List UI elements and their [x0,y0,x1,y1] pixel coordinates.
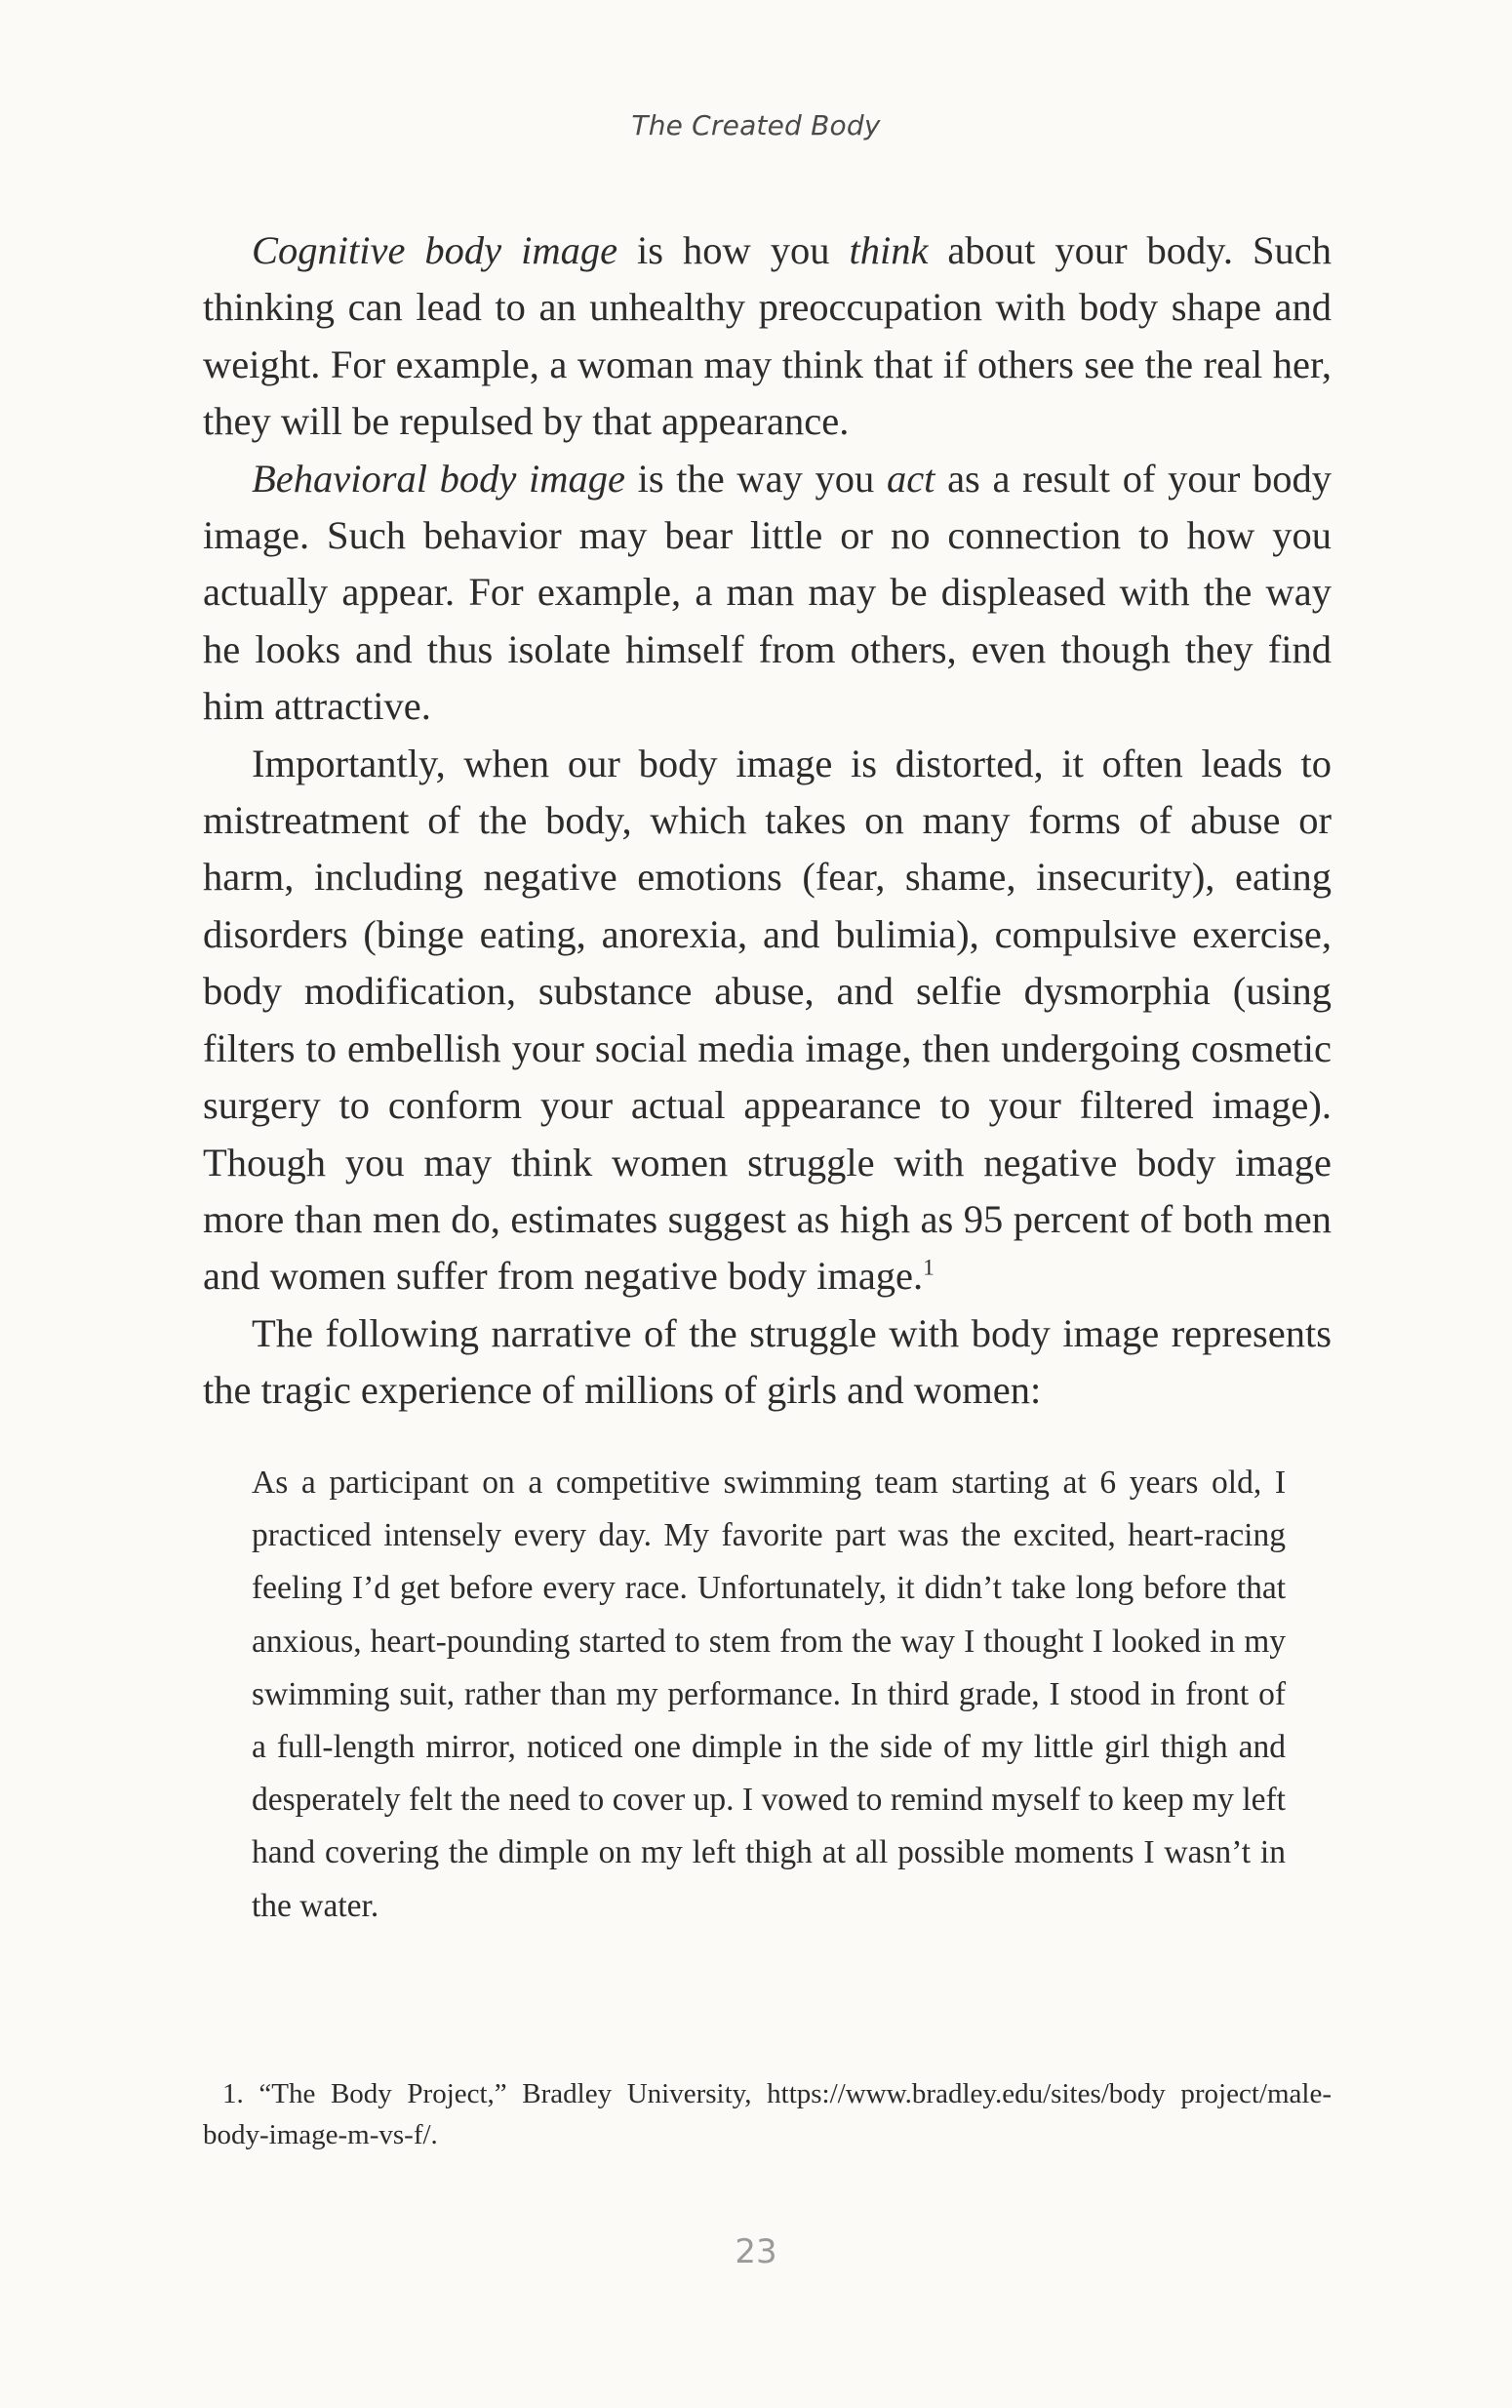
narrative-blockquote: As a participant on a competitive swimming team starting at 6 years old, I practiced intensely every day. My favorite part was the excited, heart-racing feeling I’d get before every race. Unfortunately, it didn’t take long before that anxious, heart-pounding started to stem from the way I thought I looked in my swimming suit, rather than my performance. In third grade, I stood in front of a full-length mirror, noticed one dimple in the side of my little girl thigh and desperately felt the need to cover up. I vowed to remind myself to keep my left hand covering the dimple on my left thigh at all possible moments I wasn’t in the water. [252,1465,1286,1924]
footnote-number: 1. [222,2078,244,2109]
paragraph-cognitive: Cognitive body image is how you think about your body. Such thinking can lead to an unhealthy preoccupation with body shape and weight. For example, a woman may think that if others see the real her, they will be repulsed by that appearance. [203,228,1332,444]
running-head: The Created Body [631,109,881,141]
paragraph-importantly: Importantly, when our body image is distorted, it often leads to mistreatment of the body, which takes on many forms of abuse or harm, including negative emotions (fear, shame, insecurity), eating disorders (binge eating, anorexia, and bulimia), compulsive exercise, body modification, substance abuse, and selfie dysmorphia (using filters to embellish your social media image, then undergoing cosmetic surgery to conform your actual appearance to your filtered image). Though you may think women struggle with negative body image more than men do, estimates suggest as high as 95 percent of both men and women suffer from negative body image.$^1$ [203,741,1332,1299]
term-cognitive-body-image: Cognitive body image [252,228,618,272]
paragraph-behavioral: Behavioral body image is the way you act as a result of your body image. Such behavior may bear little or no connection to how you actually appear. For example, a man may be displeased with the way he looks and thus isolate himself from others, even though they find him attractive. [203,456,1332,729]
footnote-text: “The Body Project,” Bradley University, https://www.bradley.edu/sites/body project/male-body-image-m-vs-f/. [203,2078,1332,2150]
page-number: 23 [735,2232,777,2271]
footnote-reference[interactable]: 1 [923,1255,935,1281]
footnote [203,2073,1332,2155]
emphasis-act: act [886,456,935,501]
body-text [203,222,1332,1420]
paragraph-narrative-intro: The following narrative of the struggle with body image represents the tragic experience of millions of girls and women: [203,1310,1332,1413]
term-behavioral-body-image: Behavioral body image [252,456,625,501]
emphasis-think: think [849,228,929,272]
